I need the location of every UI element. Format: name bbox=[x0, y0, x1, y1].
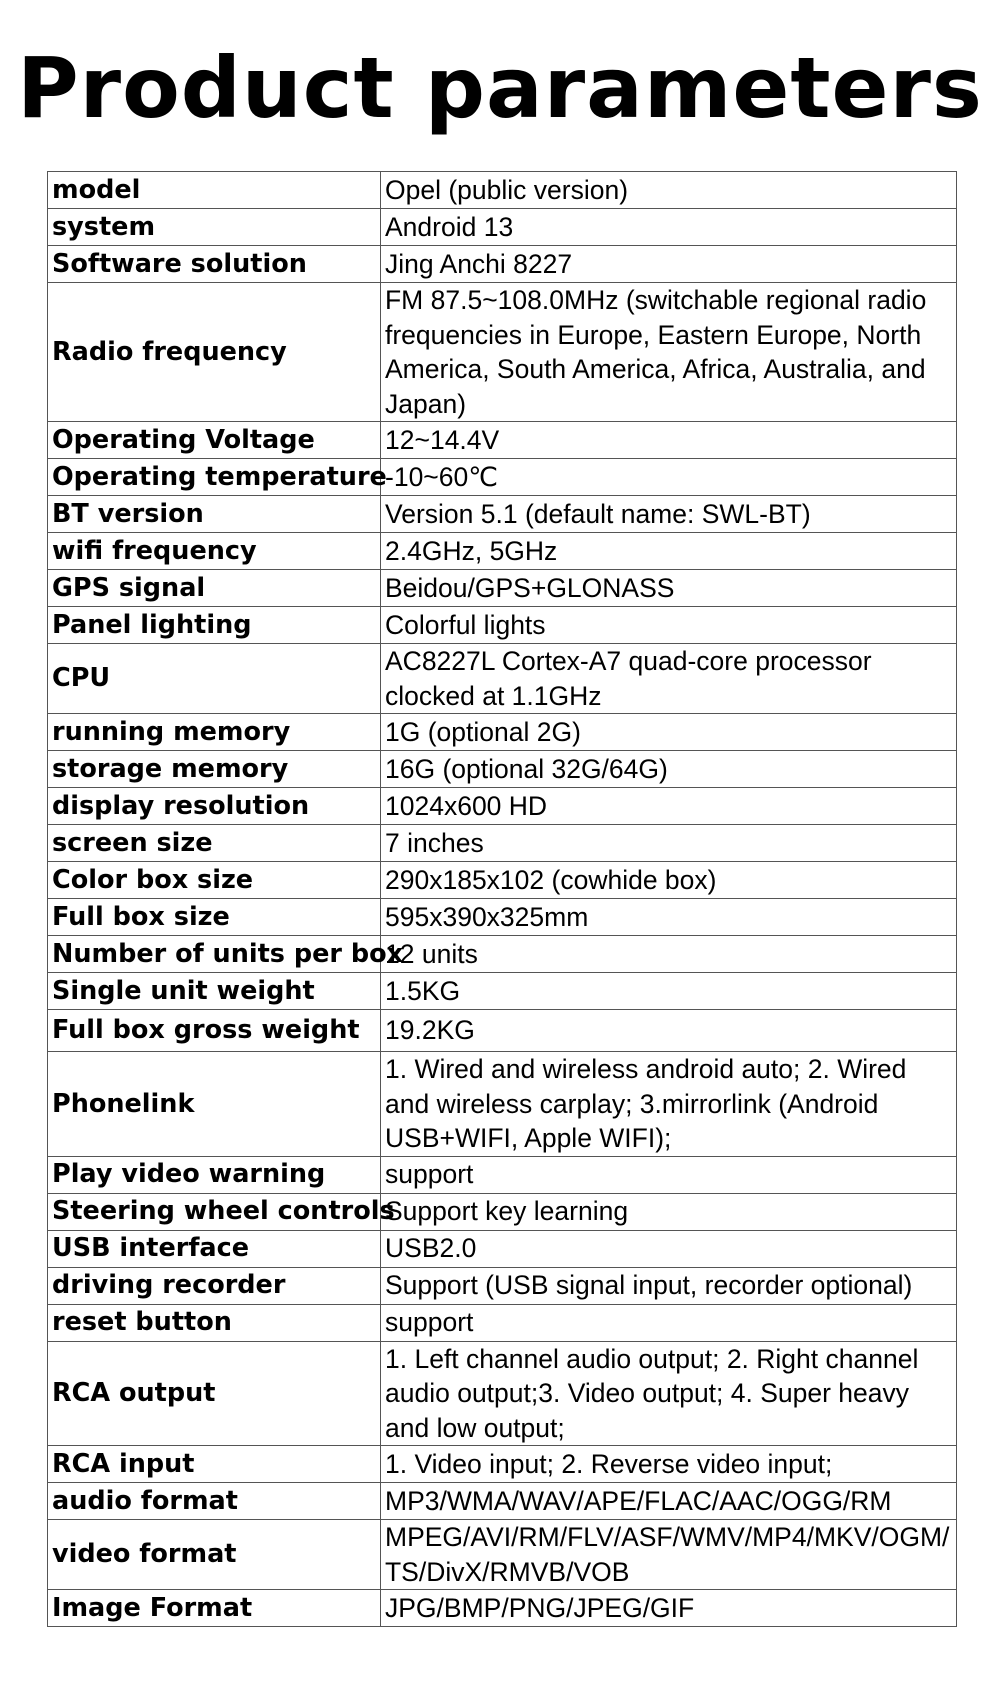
param-value: 16G (optional 32G/64G) bbox=[381, 751, 957, 788]
param-value: 595x390x325mm bbox=[381, 899, 957, 936]
table-row bbox=[48, 422, 957, 459]
param-name: Phonelink bbox=[48, 1052, 381, 1157]
param-value: AC8227L Cortex-A7 quad-core processor clocked at 1.1GHz bbox=[381, 644, 957, 714]
parameters-table-body bbox=[48, 172, 957, 1627]
param-name: Panel lighting bbox=[48, 607, 381, 644]
page-title: Product parameters bbox=[17, 39, 983, 137]
param-name: CPU bbox=[48, 644, 381, 714]
table-row bbox=[48, 1520, 957, 1590]
param-value: Opel (public version) bbox=[381, 172, 957, 209]
param-value: Support key learning bbox=[381, 1193, 957, 1230]
param-name: reset button bbox=[48, 1304, 381, 1341]
table-row bbox=[48, 936, 957, 973]
param-name: Full box size bbox=[48, 899, 381, 936]
param-name: Number of units per box bbox=[48, 936, 381, 973]
param-name: screen size bbox=[48, 825, 381, 862]
param-value: 12~14.4V bbox=[381, 422, 957, 459]
param-name: display resolution bbox=[48, 788, 381, 825]
param-name: RCA input bbox=[48, 1446, 381, 1483]
param-value: -10~60℃ bbox=[381, 459, 957, 496]
table-row bbox=[48, 1052, 957, 1157]
table-row bbox=[48, 899, 957, 936]
param-value: 1. Wired and wireless android auto; 2. Wired and wireless carplay; 3.mirrorlink (Android USB+WIFI, Apple WIFI); bbox=[381, 1052, 957, 1157]
table-row bbox=[48, 1590, 957, 1627]
param-value: 1.5KG bbox=[381, 973, 957, 1010]
param-value: USB2.0 bbox=[381, 1230, 957, 1267]
table-row bbox=[48, 1341, 957, 1446]
table-row bbox=[48, 533, 957, 570]
param-name: Steering wheel controls bbox=[48, 1193, 381, 1230]
param-name: Radio frequency bbox=[48, 283, 381, 422]
table-row bbox=[48, 283, 957, 422]
param-name: model bbox=[48, 172, 381, 209]
table-row bbox=[48, 1010, 957, 1052]
table-row bbox=[48, 973, 957, 1010]
param-value: MPEG/AVI/RM/FLV/ASF/WMV/MP4/MKV/OGM/TS/DivX/RMVB/VOB bbox=[381, 1520, 957, 1590]
table-row bbox=[48, 825, 957, 862]
table-row bbox=[48, 1193, 957, 1230]
param-name: Color box size bbox=[48, 862, 381, 899]
param-value: FM 87.5~108.0MHz (switchable regional radio frequencies in Europe, Eastern Europe, North America, South America, Africa, Australia, and Japan) bbox=[381, 283, 957, 422]
param-value: Colorful lights bbox=[381, 607, 957, 644]
param-value: Support (USB signal input, recorder optional) bbox=[381, 1267, 957, 1304]
table-row bbox=[48, 172, 957, 209]
table-row bbox=[48, 751, 957, 788]
param-value: support bbox=[381, 1156, 957, 1193]
param-name: audio format bbox=[48, 1483, 381, 1520]
param-value: 1G (optional 2G) bbox=[381, 714, 957, 751]
param-name: BT version bbox=[48, 496, 381, 533]
table-row bbox=[48, 1483, 957, 1520]
param-name: Operating Voltage bbox=[48, 422, 381, 459]
param-value: 1. Video input; 2. Reverse video input; bbox=[381, 1446, 957, 1483]
table-row bbox=[48, 459, 957, 496]
param-value: 19.2KG bbox=[381, 1010, 957, 1052]
table-row bbox=[48, 570, 957, 607]
param-name: Image Format bbox=[48, 1590, 381, 1627]
table-row bbox=[48, 496, 957, 533]
param-name: Operating temperature bbox=[48, 459, 381, 496]
param-value: 1024x600 HD bbox=[381, 788, 957, 825]
param-value: 7 inches bbox=[381, 825, 957, 862]
param-name: storage memory bbox=[48, 751, 381, 788]
table-row bbox=[48, 644, 957, 714]
param-value: Android 13 bbox=[381, 209, 957, 246]
param-value: Version 5.1 (default name: SWL-BT) bbox=[381, 496, 957, 533]
table-row bbox=[48, 209, 957, 246]
param-value: 2.4GHz, 5GHz bbox=[381, 533, 957, 570]
param-name: RCA output bbox=[48, 1341, 381, 1446]
table-row bbox=[48, 1230, 957, 1267]
param-value: Jing Anchi 8227 bbox=[381, 246, 957, 283]
table-row bbox=[48, 1267, 957, 1304]
param-name: wifi frequency bbox=[48, 533, 381, 570]
param-value: 1. Left channel audio output; 2. Right channel audio output;3. Video output; 4. Super heavy and low output; bbox=[381, 1341, 957, 1446]
parameters-table bbox=[47, 171, 957, 1627]
param-name: Full box gross weight bbox=[48, 1010, 381, 1052]
param-name: GPS signal bbox=[48, 570, 381, 607]
param-name: running memory bbox=[48, 714, 381, 751]
param-name: Single unit weight bbox=[48, 973, 381, 1010]
table-row bbox=[48, 862, 957, 899]
param-value: support bbox=[381, 1304, 957, 1341]
table-row bbox=[48, 714, 957, 751]
param-name: driving recorder bbox=[48, 1267, 381, 1304]
param-value: Beidou/GPS+GLONASS bbox=[381, 570, 957, 607]
param-name: video format bbox=[48, 1520, 381, 1590]
table-row bbox=[48, 246, 957, 283]
table-row bbox=[48, 788, 957, 825]
table-row bbox=[48, 1304, 957, 1341]
param-name: system bbox=[48, 209, 381, 246]
table-row bbox=[48, 607, 957, 644]
table-row bbox=[48, 1156, 957, 1193]
param-value: 12 units bbox=[381, 936, 957, 973]
param-value: MP3/WMA/WAV/APE/FLAC/AAC/OGG/RM bbox=[381, 1483, 957, 1520]
table-row bbox=[48, 1446, 957, 1483]
param-name: Software solution bbox=[48, 246, 381, 283]
param-value: 290x185x102 (cowhide box) bbox=[381, 862, 957, 899]
param-name: Play video warning bbox=[48, 1156, 381, 1193]
param-name: USB interface bbox=[48, 1230, 381, 1267]
param-value: JPG/BMP/PNG/JPEG/GIF bbox=[381, 1590, 957, 1627]
